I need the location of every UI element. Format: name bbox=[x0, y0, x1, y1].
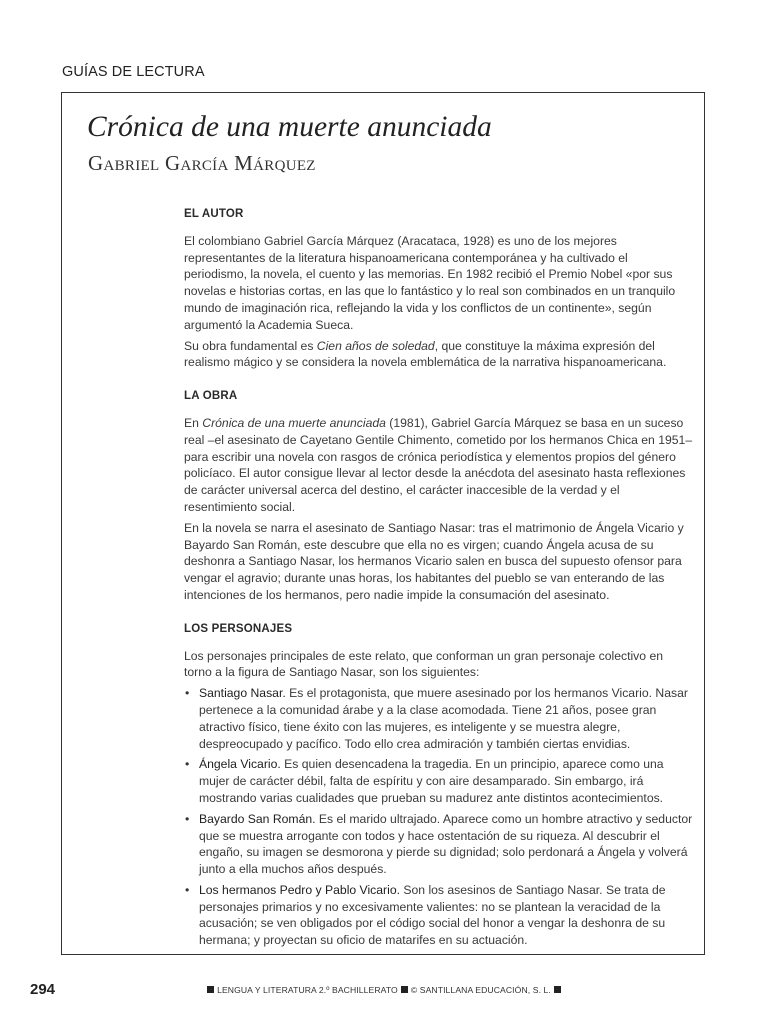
work-title: Crónica de una muerte anunciada bbox=[202, 415, 386, 430]
character-name: Bayardo San Román. bbox=[199, 811, 316, 826]
section-characters bbox=[184, 621, 694, 949]
section-heading: LOS PERSONAJES bbox=[184, 622, 293, 635]
section-work bbox=[184, 388, 694, 604]
text-run: En bbox=[184, 415, 203, 430]
list-item bbox=[184, 685, 694, 752]
character-description: Es el protagonista, que muere asesinado por los hermanos Vicario. Nasar pertenece a la comunidad árabe y a la clase acomodada. Tiene 21 años, posee gran atractivo físico, tiene éxito con las mujeres, es inteligente y se muestra alegre, despreocupado y pacífico. Todo ello crea admiración y también ciertas envidias. bbox=[199, 686, 688, 751]
guide-content bbox=[184, 206, 694, 966]
text-run: Su obra fundamental es bbox=[184, 338, 317, 353]
list-item bbox=[184, 882, 694, 949]
footer-copyright: © SANTILLANA EDUCACIÓN, S. L. bbox=[410, 985, 551, 995]
book-title: Crónica de una muerte anunciada bbox=[87, 111, 492, 143]
list-item bbox=[184, 811, 694, 878]
square-bullet-icon bbox=[554, 986, 561, 993]
list-item bbox=[184, 756, 694, 806]
page-number: 294 bbox=[30, 981, 56, 998]
page-footer bbox=[0, 985, 768, 995]
paragraph: El colombiano Gabriel García Márquez (Aracataca, 1928) es uno de los mejores representantes de la literatura hispanoamericana contemporánea y ha cultivado el periodismo, la novela, el cuento y las memorias. En 1982 recibió el Premio Nobel «por sus novelas e historias cortas, en las que lo fantástico y lo real son combinados en un tranquilo mundo de imaginación rica, reflejando la vida y los conflictos de un continente», según argumentó la Academia Sueca. bbox=[184, 233, 676, 332]
paragraph bbox=[184, 338, 694, 372]
running-head: GUÍAS DE LECTURA bbox=[62, 64, 205, 80]
character-list bbox=[184, 685, 694, 949]
guide-frame bbox=[61, 92, 705, 955]
paragraph: En la novela se narra el asesinato de Santiago Nasar: tras el matrimonio de Ángela Vicario y Bayardo San Román, este descubre que ella no es virgen; cuando Ángela acusa de su deshonra a Santiago Nasar, los hermanos Vicario salen en busca del supuesto ofensor para vengar el agravio; durante unas horas, los habitantes del pueblo se van enterando de las intenciones de los hermanos, pero nadie impide la consumación del asesinato. bbox=[184, 520, 684, 602]
character-description: Es quien desencadena la tragedia. En un principio, aparece como una mujer de carácter débil, falta de espíritu y con aire desamparado. Sin embargo, irá mostrando varias cualidades que prueban su madurez ante distintos acontecimientos. bbox=[199, 757, 664, 805]
character-name: Los hermanos Pedro y Pablo Vicario. bbox=[199, 882, 400, 897]
section-heading: LA OBRA bbox=[184, 390, 238, 403]
square-bullet-icon bbox=[401, 986, 408, 993]
character-name: Santiago Nasar. bbox=[199, 686, 286, 701]
work-title: Cien años de soledad bbox=[316, 338, 435, 353]
character-description: Son los asesinos de Santiago Nasar. Se trata de personajes primarios y no excesivamente valientes: no se plantean la veracidad de la acusación; se ven obligados por el código social del honor a vengar la deshonra de su hermana; y proyectan su oficio de matarifes en su actuación. bbox=[199, 882, 666, 948]
paragraph bbox=[184, 415, 694, 516]
square-bullet-icon bbox=[207, 986, 214, 993]
footer-text: LENGUA Y LITERATURA 2.º BACHILLERATO bbox=[217, 985, 398, 995]
text-run: , que constituye la máxima expresión del realismo mágico y se considera la novela emblemática de la narrativa hispanoamericana. bbox=[184, 338, 667, 370]
paragraph: Los personajes principales de este relato, que conforman un gran personaje colectivo en torno a la figura de Santiago Nasar, son los siguientes: bbox=[184, 648, 663, 680]
character-name: Ángela Vicario. bbox=[199, 757, 281, 772]
book-author: Gabriel García Márquez bbox=[88, 151, 316, 175]
section-heading: EL AUTOR bbox=[184, 208, 244, 220]
text-run: (1981), Gabriel García Márquez se basa en un suceso real –el asesinato de Cayetano Gentile Chimento, cometido por los hermanos Chica en 1951– para escribir una novela con rasgos de crónica periodística y elementos propios del género policíaco. El autor consigue llevar al lector desde la anécdota del asesinato hasta reflexiones de carácter universal acerca del destino, el carácter inaccesible de la verdad y el resentimiento social. bbox=[184, 415, 693, 514]
section-author bbox=[184, 206, 694, 371]
character-description: Es el marido ultrajado. Aparece como un hombre atractivo y seductor que se muestra arrogante con todos y hace ostentación de su riqueza. Al descubrir el engaño, su imagen se desmorona y pierde su dignidad; solo perdonará a Ángela y volverá junto a ella muchos años después. bbox=[199, 811, 693, 877]
